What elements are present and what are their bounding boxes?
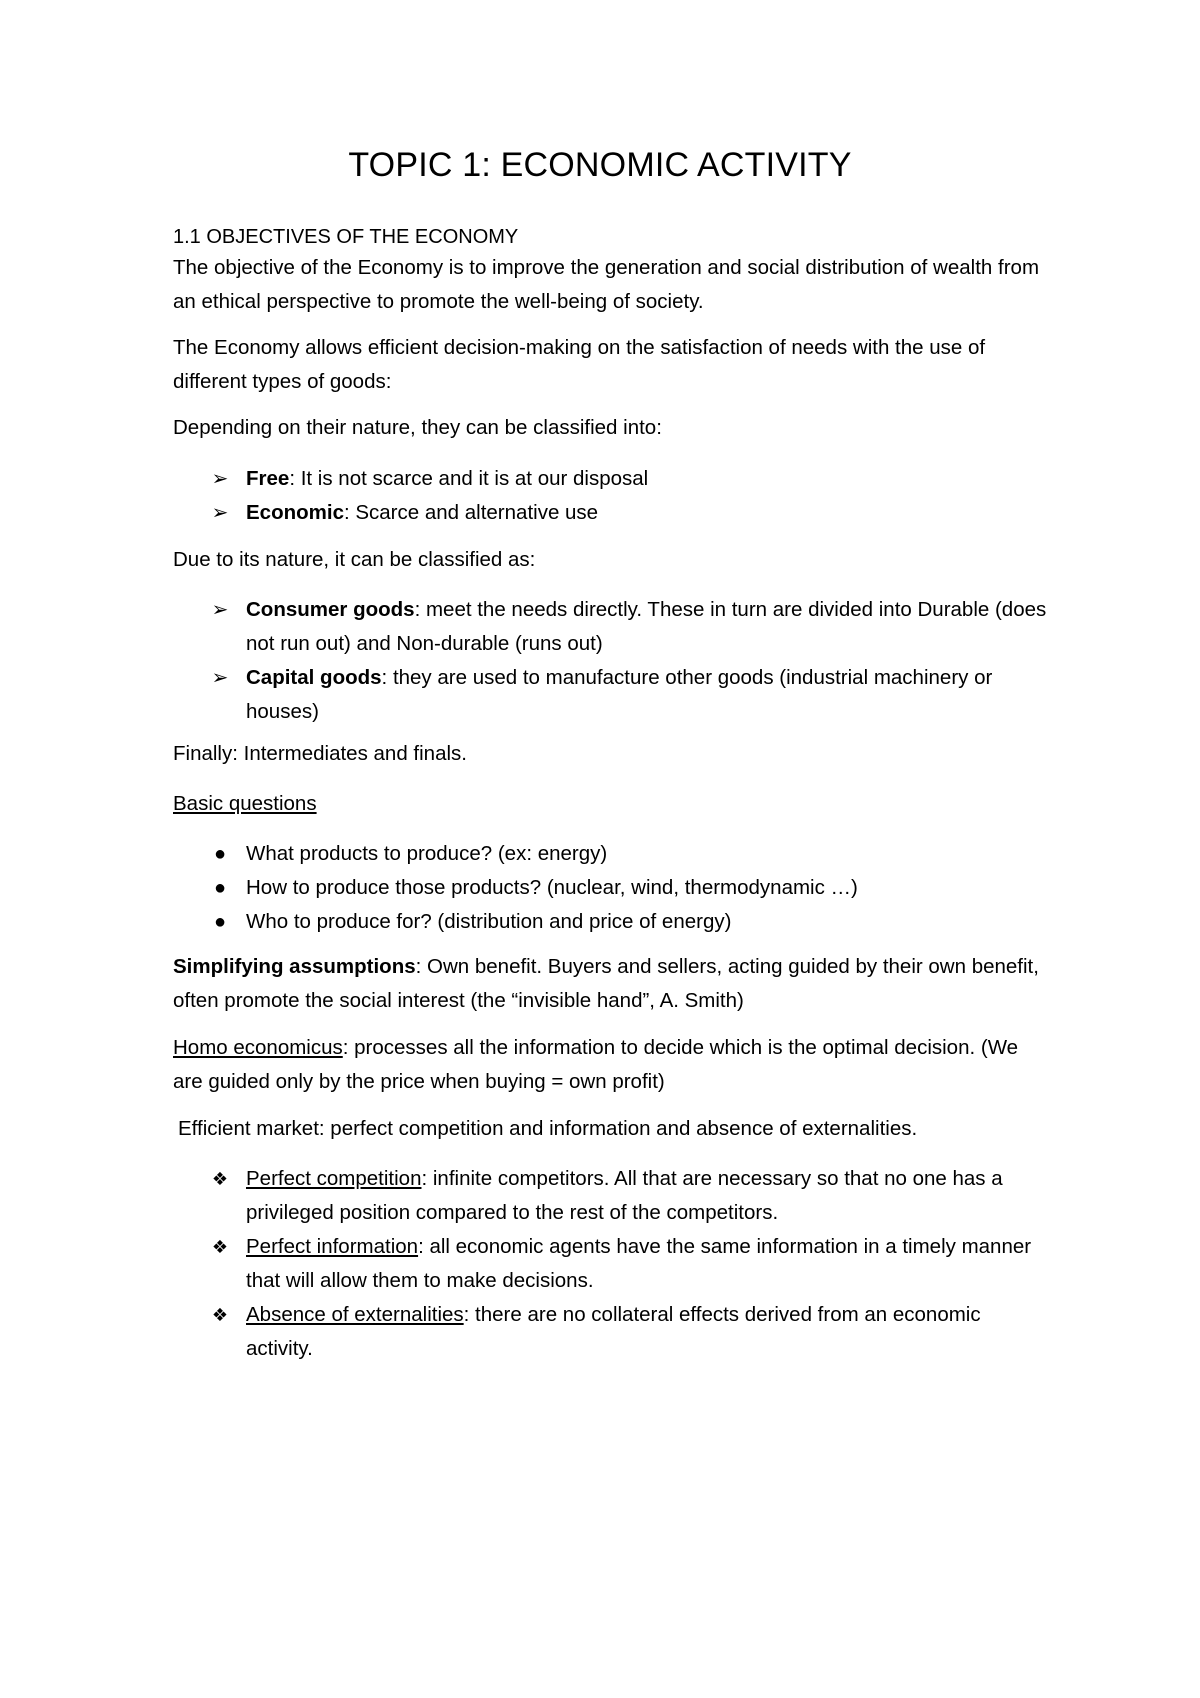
list-item-free: [173, 462, 1053, 496]
list-item-economic: [173, 496, 1053, 530]
simplifying-term: Simplifying assumptions: [173, 955, 416, 978]
item-term: Free: [246, 467, 290, 490]
list-item: [173, 871, 1053, 905]
round-bullet-icon: ●: [213, 843, 227, 865]
item-text: How to produce those products? (nuclear, wind, thermodynamic …): [246, 876, 858, 899]
item-term: Economic: [246, 501, 344, 524]
item-text: What products to produce? (ex: energy): [246, 842, 608, 865]
arrowhead-bullet-icon: ➢: [211, 468, 229, 490]
item-term: Absence of externalities: [246, 1303, 464, 1326]
paragraph-simplifying-assumptions: [173, 950, 1053, 1018]
basic-questions-heading: [173, 787, 1053, 821]
list-item-perfect-information: [173, 1230, 1053, 1298]
paragraph-objective: The objective of the Economy is to improve the generation and social distribution of wealth from an ethical perspective to promote the well-being of society.: [173, 256, 1040, 313]
homo-term: Homo economicus: [173, 1036, 343, 1059]
item-term: Consumer goods: [246, 598, 415, 621]
paragraph-efficient-market: Efficient market: perfect competition and information and absence of externalities.: [178, 1117, 918, 1140]
item-text: Who to produce for? (distribution and price of energy): [246, 910, 732, 933]
list-item-perfect-competition: [173, 1162, 1053, 1230]
item-text: : meet the needs directly. These in turn are divided into Durable (does not run out) and Non-durable (runs out): [246, 598, 1047, 655]
page-title: TOPIC 1: ECONOMIC ACTIVITY: [348, 146, 852, 184]
paragraph-homo-economicus: [173, 1031, 1053, 1099]
list-item-absence-of-externalities: [173, 1298, 1053, 1366]
four-diamond-bullet-icon: ❖: [211, 1169, 229, 1189]
round-bullet-icon: ●: [213, 911, 227, 933]
paragraph-efficient-decisions: The Economy allows efficient decision-making on the satisfaction of needs with the use of different types of goods:: [173, 336, 986, 393]
list-item: [173, 837, 1053, 871]
efficient-market-list: [173, 1162, 1053, 1366]
paragraph-type-intro: Due to its nature, it can be classified as:: [173, 548, 536, 571]
item-term: Perfect competition: [246, 1167, 422, 1190]
paragraph-nature-intro: Depending on their nature, they can be classified into:: [173, 416, 662, 439]
four-diamond-bullet-icon: ❖: [211, 1305, 229, 1325]
goods-type-list: [173, 593, 1053, 729]
basic-questions-heading-text: Basic questions: [173, 792, 317, 815]
nature-list: [173, 462, 1053, 530]
list-item-consumer-goods: [173, 593, 1053, 661]
arrowhead-bullet-icon: ➢: [211, 502, 229, 524]
four-diamond-bullet-icon: ❖: [211, 1237, 229, 1257]
arrowhead-bullet-icon: ➢: [211, 667, 229, 689]
item-text: : all economic agents have the same information in a timely manner that will allow them to make decisions.: [246, 1235, 1032, 1292]
item-text: : there are no collateral effects derived from an economic activity.: [246, 1303, 981, 1360]
paragraph-finally: Finally: Intermediates and finals.: [173, 742, 467, 765]
item-text: : Scarce and alternative use: [343, 501, 599, 524]
arrowhead-bullet-icon: ➢: [211, 599, 229, 621]
basic-questions-list: [173, 837, 1053, 939]
homo-text: : processes all the information to decide which is the optimal decision. (We are guided only by the price when buying = own profit): [173, 1036, 1019, 1093]
simplifying-text: : Own benefit. Buyers and sellers, acting guided by their own benefit, often promote the social interest (the “invisible hand”, A. Smith): [173, 955, 1039, 1012]
list-item-capital-goods: [173, 661, 1053, 729]
item-text: : It is not scarce and it is at our disposal: [289, 467, 649, 490]
item-text: : infinite competitors. All that are necessary so that no one has a privileged position compared to the rest of the competitors.: [246, 1167, 1003, 1224]
round-bullet-icon: ●: [213, 877, 227, 899]
item-term: Capital goods: [246, 666, 382, 689]
section-heading: 1.1 OBJECTIVES OF THE ECONOMY: [173, 226, 519, 248]
item-text: : they are used to manufacture other goods (industrial machinery or houses): [246, 666, 993, 723]
list-item: [173, 905, 1053, 939]
item-term: Perfect information: [246, 1235, 419, 1258]
